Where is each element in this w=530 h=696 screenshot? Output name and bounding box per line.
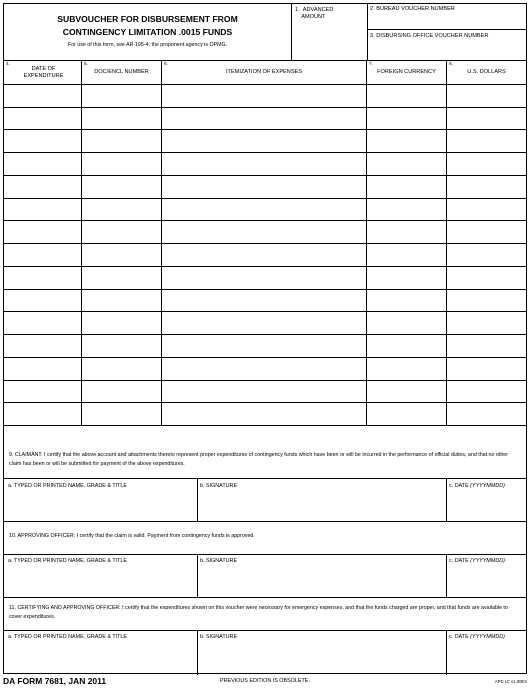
itemization-cell[interactable] <box>163 404 364 424</box>
claimant-statement: 9. CLAIMANT: I certify that the above account and attachments thereto represent proper expenditures of contingency funds which have been or will be incurred in the performance of official duties, and that no other claim has been or will be submitted for payment of the above expenditures. <box>9 452 508 467</box>
doc-cell[interactable] <box>83 154 159 174</box>
foreign-cell[interactable] <box>368 245 444 265</box>
foreign-cell[interactable] <box>368 336 444 356</box>
claimant-signature-field[interactable] <box>199 492 444 519</box>
form-number: DA FORM 7681, JAN 2011 <box>3 676 107 686</box>
approving-date-field[interactable] <box>448 567 524 595</box>
foreign-cell[interactable] <box>368 177 444 197</box>
disbursing-office-voucher-field[interactable] <box>370 41 524 58</box>
doc-cell[interactable] <box>83 177 159 197</box>
table-row <box>4 107 526 108</box>
usd-cell[interactable] <box>448 404 524 424</box>
usd-cell[interactable] <box>448 200 524 220</box>
date-cell[interactable] <box>6 86 79 106</box>
certifying-statement: 11. CERTIFYING AND APPROVING OFFICER: I certify that the expenditures shown on this voucher were necessary for emergency expenses, and that the funds charged are proper, and that funds are available to cover expenditures. <box>9 605 508 620</box>
approving-statement: 10. APPROVING OFFICER: I certify that the claim is valid. Payment from contingency funds is approved. <box>9 533 255 539</box>
col-usd-header: U.S. DOLLARS <box>467 69 506 75</box>
foreign-cell[interactable] <box>368 291 444 311</box>
itemization-cell[interactable] <box>163 359 364 379</box>
advanced-amount-field[interactable] <box>294 24 364 58</box>
form-subtitle: For use of this form, see AR 195-4; the proponent agency is OPMG. <box>67 42 228 48</box>
foreign-cell[interactable] <box>368 86 444 106</box>
foreign-cell[interactable] <box>368 109 444 129</box>
itemization-cell[interactable] <box>163 131 364 151</box>
date-cell[interactable] <box>6 291 79 311</box>
certifying-date-field[interactable] <box>448 643 524 673</box>
col-date-header: DATE OF EXPENDITURE <box>23 66 64 79</box>
foreign-cell[interactable] <box>368 359 444 379</box>
certifying-name-label: a. TYPED OR PRINTED NAME, GRADE & TITLE <box>8 634 128 640</box>
date-cell[interactable] <box>6 245 79 265</box>
certifying-name-field[interactable] <box>6 643 195 673</box>
date-cell[interactable] <box>6 404 79 424</box>
doc-cell[interactable] <box>83 268 159 288</box>
date-cell[interactable] <box>6 268 79 288</box>
table-row <box>4 289 526 290</box>
doc-cell[interactable] <box>83 131 159 151</box>
certifying-signature-label: b. SIGNATURE <box>200 634 238 640</box>
doc-cell[interactable] <box>83 359 159 379</box>
date-cell[interactable] <box>6 382 79 402</box>
form-version: APD LC v1.00ES <box>494 679 527 684</box>
usd-cell[interactable] <box>448 154 524 174</box>
itemization-cell[interactable] <box>163 336 364 356</box>
col-doc-header: DOC/ENCL NUMBER <box>94 69 149 75</box>
foreign-cell[interactable] <box>368 404 444 424</box>
usd-cell[interactable] <box>448 131 524 151</box>
itemization-cell[interactable] <box>163 154 364 174</box>
form-title-line1: SUBVOUCHER FOR DISBURSEMENT FROM <box>57 14 238 24</box>
doc-cell[interactable] <box>83 222 159 242</box>
approving-signature-label: b. SIGNATURE <box>200 558 238 564</box>
usd-cell[interactable] <box>448 177 524 197</box>
doc-cell[interactable] <box>83 336 159 356</box>
date-cell[interactable] <box>6 177 79 197</box>
foreign-cell[interactable] <box>368 382 444 402</box>
advanced-amount-label: 1. ADVANCED AMOUNT <box>295 7 334 20</box>
date-cell[interactable] <box>6 336 79 356</box>
usd-cell[interactable] <box>448 336 524 356</box>
table-row <box>4 357 526 358</box>
foreign-cell[interactable] <box>368 200 444 220</box>
doc-cell[interactable] <box>83 313 159 333</box>
date-cell[interactable] <box>6 200 79 220</box>
certifying-date-label: c. DATE (YYYYMMDD) <box>449 634 505 640</box>
usd-cell[interactable] <box>448 245 524 265</box>
usd-cell[interactable] <box>448 382 524 402</box>
claimant-signature-label: b. SIGNATURE <box>200 483 238 489</box>
col-foreign-num: 7. <box>369 62 374 67</box>
itemization-cell[interactable] <box>163 177 364 197</box>
itemization-cell[interactable] <box>163 268 364 288</box>
form-title <box>4 13 291 39</box>
itemization-cell[interactable] <box>163 200 364 220</box>
table-row <box>4 266 526 267</box>
col-date-num: 4. <box>6 62 11 67</box>
itemization-cell[interactable] <box>163 291 364 311</box>
table-row <box>4 84 526 85</box>
usd-cell[interactable] <box>448 268 524 288</box>
table-row <box>4 311 526 312</box>
col-doc-num: 5. <box>84 62 89 67</box>
claimant-name-label: a. TYPED OR PRINTED NAME, GRADE & TITLE <box>8 483 128 489</box>
table-row <box>4 380 526 381</box>
date-cell[interactable] <box>6 313 79 333</box>
table-row <box>4 175 526 176</box>
edition-note: PREVIOUS EDITION IS OBSOLETE. <box>220 678 310 684</box>
date-cell[interactable] <box>6 359 79 379</box>
date-cell[interactable] <box>6 154 79 174</box>
doc-cell[interactable] <box>83 86 159 106</box>
col-itemization-num: 6. <box>164 62 169 67</box>
table-row <box>4 198 526 199</box>
col-foreign-header: FOREIGN CURRENCY <box>377 69 436 75</box>
doc-cell[interactable] <box>83 291 159 311</box>
doc-cell[interactable] <box>83 200 159 220</box>
doc-cell[interactable] <box>83 404 159 424</box>
foreign-cell[interactable] <box>368 313 444 333</box>
table-row <box>4 334 526 335</box>
disbursing-office-voucher-label: 3. DISBURSING OFFICE VOUCHER NUMBER <box>370 33 489 39</box>
bureau-voucher-number-label: 2. BUREAU VOUCHER NUMBER <box>370 6 455 12</box>
table-row <box>4 129 526 130</box>
foreign-cell[interactable] <box>368 131 444 151</box>
usd-cell[interactable] <box>448 359 524 379</box>
table-row <box>4 152 526 153</box>
usd-cell[interactable] <box>448 86 524 106</box>
foreign-cell[interactable] <box>368 222 444 242</box>
itemization-cell[interactable] <box>163 382 364 402</box>
itemization-cell[interactable] <box>163 245 364 265</box>
col-usd-num: 8. <box>449 62 454 67</box>
foreign-cell[interactable] <box>368 154 444 174</box>
doc-cell[interactable] <box>83 109 159 129</box>
form-frame <box>3 3 527 674</box>
usd-cell[interactable] <box>448 313 524 333</box>
approving-date-label: c. DATE (YYYYMMDD) <box>449 558 505 564</box>
doc-cell[interactable] <box>83 382 159 402</box>
claimant-date-label: c. DATE (YYYYMMDD) <box>449 483 505 489</box>
usd-cell[interactable] <box>448 222 524 242</box>
itemization-cell[interactable] <box>163 222 364 242</box>
date-cell[interactable] <box>6 131 79 151</box>
approving-name-label: a. TYPED OR PRINTED NAME, GRADE & TITLE <box>8 558 128 564</box>
itemization-cell[interactable] <box>163 313 364 333</box>
doc-cell[interactable] <box>83 245 159 265</box>
claimant-name-field[interactable] <box>6 492 195 519</box>
col-itemization-header: ITEMIZATION OF EXPENSES <box>225 69 303 75</box>
usd-cell[interactable] <box>448 109 524 129</box>
bureau-voucher-number-field[interactable] <box>370 14 524 28</box>
approving-signature-field[interactable] <box>199 567 444 595</box>
approving-name-field[interactable] <box>6 567 195 595</box>
table-row <box>4 243 526 244</box>
table-row <box>4 220 526 221</box>
certifying-signature-field[interactable] <box>199 643 444 673</box>
claimant-date-field[interactable] <box>448 492 524 519</box>
itemization-cell[interactable] <box>163 86 364 106</box>
itemization-cell[interactable] <box>163 109 364 129</box>
date-cell[interactable] <box>6 222 79 242</box>
foreign-cell[interactable] <box>368 268 444 288</box>
usd-cell[interactable] <box>448 291 524 311</box>
date-cell[interactable] <box>6 109 79 129</box>
table-row <box>4 402 526 403</box>
form-title-line2: CONTINGENCY LIMITATION .0015 FUNDS <box>62 27 233 37</box>
